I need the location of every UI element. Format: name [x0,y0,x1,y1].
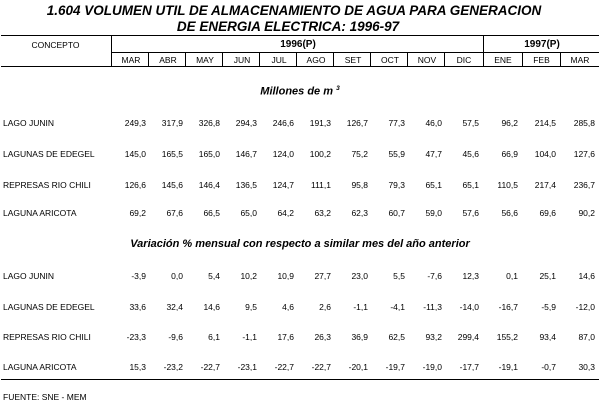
month-header: JUN [233,55,251,65]
table-cell: 62,5 [388,332,405,342]
table-cell: -14,0 [459,302,479,312]
table-cell: 124,0 [272,149,294,159]
table-title-line-2: DE ENERGIA ELECTRICA: 1996-97 [176,19,400,34]
table-row [0,332,600,344]
table-cell: 30,3 [578,362,595,372]
month-header: DIC [456,55,472,65]
table-cell: 10,9 [277,271,294,281]
row-label: REPRESAS RIO CHILI [3,180,91,190]
table-cell: 65,1 [425,180,442,190]
table-cell: 32,4 [166,302,183,312]
table-cell: 69,6 [539,208,556,218]
table-cell: -19,0 [422,362,442,372]
table-cell: 23,0 [351,271,368,281]
table-cell: 165,5 [161,149,183,159]
table-cell: 14,6 [203,302,220,312]
table-cell: 145,0 [124,149,146,159]
table-cell: 0,0 [171,271,183,281]
table-cell: 214,5 [534,118,556,128]
table-cell: -22,7 [200,362,220,372]
row-label: LAGUNAS DE EDEGEL [3,149,95,159]
month-header: ABR [159,55,177,65]
section-title-text: Millones de m [260,85,334,98]
table-cell: 155,2 [496,332,518,342]
table-cell: 217,4 [534,180,556,190]
table-cell: 10,2 [240,271,257,281]
row-label: LAGUNA ARICOTA [3,362,77,372]
month-header: OCT [381,55,399,65]
table-cell: 2,6 [319,302,331,312]
table-cell: -5,9 [541,302,556,312]
table-cell: 5,5 [393,271,405,281]
table-cell: 47,7 [425,149,442,159]
year-1997-header: 1997(P) [524,39,560,50]
table-row [0,149,600,161]
table-cell: 63,2 [314,208,331,218]
month-header: JUL [271,55,287,65]
table-cell: 26,3 [314,332,331,342]
table-row [0,271,600,283]
table-cell: 66,5 [203,208,220,218]
source-note: FUENTE: SNE - MEM [3,392,87,402]
table-cell: 66,9 [501,149,518,159]
table-cell: 55,9 [388,149,405,159]
table-cell: 124,7 [272,180,294,190]
table-cell: 15,3 [129,362,146,372]
year-1996-header: 1996(P) [280,39,316,50]
table-cell: 75,2 [351,149,368,159]
header-top-rule [1,35,599,36]
section-title-text: Variación % mensual con respecto a similar mes del año anterior [130,238,470,250]
table-cell: 6,1 [208,332,220,342]
table-cell: 246,6 [272,118,294,128]
table-cell: 326,8 [198,118,220,128]
table-cell: 126,6 [124,180,146,190]
table-cell: -1,1 [353,302,368,312]
table-cell: 5,4 [208,271,220,281]
month-header: MAY [196,55,214,65]
table-cell: 294,3 [235,118,257,128]
table-cell: 146,7 [235,149,257,159]
month-header: MAR [570,55,590,65]
table-cell: 127,6 [573,149,595,159]
table-cell: 62,3 [351,208,368,218]
table-cell: 146,4 [198,180,220,190]
table-cell: -0,7 [541,362,556,372]
table-cell: -1,1 [242,332,257,342]
month-header: FEB [533,55,550,65]
table-cell: 96,2 [501,118,518,128]
table-row [0,208,600,220]
table-cell: 64,2 [277,208,294,218]
table-row [0,362,600,374]
table-cell: 45,6 [462,149,479,159]
table-cell: -23,2 [163,362,183,372]
table-cell: 79,3 [388,180,405,190]
table-cell: 126,7 [346,118,368,128]
table-cell: -9,6 [168,332,183,342]
table-cell: 93,2 [425,332,442,342]
table-cell: 236,7 [573,180,595,190]
table-cell: 93,4 [539,332,556,342]
table-cell: 249,3 [124,118,146,128]
table-cell: -12,0 [575,302,595,312]
table-cell: 56,6 [501,208,518,218]
table-cell: 77,3 [388,118,405,128]
table-cell: 33,6 [129,302,146,312]
table-cell: 25,1 [539,271,556,281]
table-cell: -7,6 [427,271,442,281]
table-cell: 299,4 [457,332,479,342]
table-cell: -11,3 [423,302,442,312]
table-cell: 111,1 [310,180,331,190]
section-title [0,85,600,98]
table-bottom-rule [1,379,599,380]
row-label: LAGUNAS DE EDEGEL [3,302,95,312]
table-row [0,118,600,130]
table-cell: 285,8 [573,118,595,128]
row-label: REPRESAS RIO CHILI [3,332,91,342]
table-cell: 136,5 [235,180,257,190]
table-cell: 100,2 [309,149,331,159]
table-cell: 317,9 [161,118,183,128]
table-cell: 9,5 [245,302,257,312]
table-cell: 95,8 [351,180,368,190]
section-title-superscript: 3 [336,85,340,92]
header-bottom-rule [1,66,599,67]
table-cell: 27,7 [314,271,331,281]
table-cell: 4,6 [282,302,294,312]
table-cell: -3,9 [131,271,146,281]
table-cell: 57,6 [462,208,479,218]
section-title [0,238,600,250]
table-cell: -20,1 [348,362,368,372]
table-cell: 60,7 [388,208,405,218]
table-title-line-1: 1.604 VOLUMEN UTIL DE ALMACENAMIENTO DE AGUA PARA GENERACION [46,3,542,18]
month-header: AGO [306,55,326,65]
table-cell: 57,5 [462,118,479,128]
table-cell: 191,3 [309,118,331,128]
table-cell: -23,3 [126,332,146,342]
month-header: ENE [494,55,512,65]
table-cell: 65,1 [462,180,479,190]
table-cell: 46,0 [425,118,442,128]
row-label: LAGO JUNIN [3,271,55,281]
table-cell: -16,7 [498,302,518,312]
row-label: LAGO JUNIN [3,118,55,128]
table-cell: 104,0 [534,149,556,159]
table-row [0,180,600,192]
month-header: NOV [417,55,437,65]
table-cell: 14,6 [578,271,595,281]
table-cell: -23,1 [237,362,257,372]
table-cell: 110,5 [497,180,518,190]
table-cell: -19,1 [498,362,518,372]
table-cell: 165,0 [198,149,220,159]
table-row [0,302,600,314]
month-header: MAR [121,55,141,65]
table-cell: 36,9 [351,332,368,342]
table-cell: 0,1 [506,271,518,281]
table-cell: 90,2 [578,208,595,218]
concept-header: CONCEPTO [31,40,80,50]
table-cell: -17,7 [459,362,479,372]
table-cell: 69,2 [129,208,146,218]
month-header: SET [344,55,362,65]
table-cell: 12,3 [462,271,479,281]
row-label: LAGUNA ARICOTA [3,208,77,218]
table-cell: 17,6 [277,332,294,342]
table-cell: 145,6 [161,180,183,190]
table-cell: 87,0 [578,332,595,342]
table-cell: 65,0 [240,208,257,218]
table-cell: -4,1 [390,302,405,312]
table-cell: -22,7 [311,362,331,372]
table-cell: -22,7 [274,362,294,372]
table-cell: 67,6 [166,208,183,218]
table-cell: 59,0 [425,208,442,218]
table-cell: -19,7 [385,362,405,372]
